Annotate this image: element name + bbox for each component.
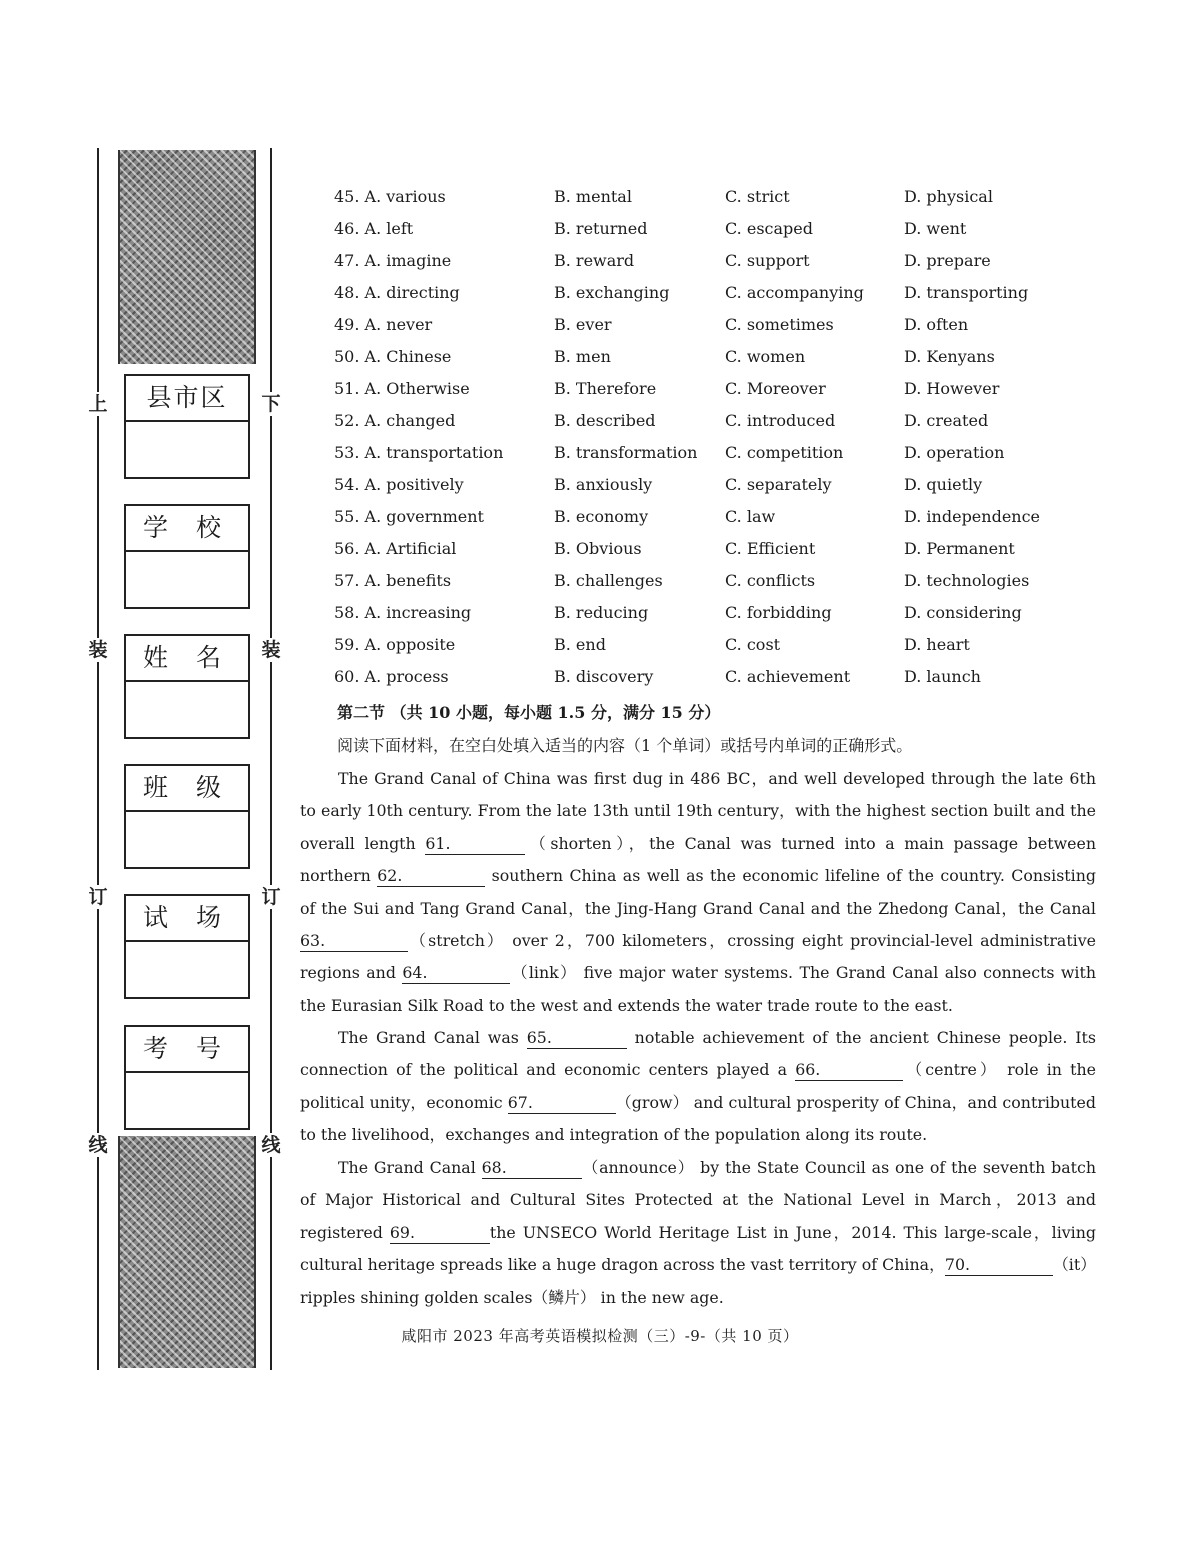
option-a: 55. A. government [334, 507, 484, 526]
side-label-left: 装 [86, 638, 110, 662]
option-b: B. challenges [554, 571, 663, 590]
option-a: 47. A. imagine [334, 251, 452, 270]
option-a: 46. A. left [334, 219, 414, 238]
option-c: C. strict [725, 187, 790, 206]
option-d: D. created [904, 411, 989, 430]
security-pattern-top [118, 150, 256, 364]
option-d: D. prepare [904, 251, 991, 270]
answer-blank-64[interactable]: 64. [402, 963, 510, 984]
option-c: C. achievement [725, 667, 851, 686]
section-title: 第二节 （共 10 小题，每小题 1.5 分，满分 15 分） [337, 703, 721, 722]
option-a: 59. A. opposite [334, 635, 456, 654]
page-footer: 咸阳市 2023 年高考英语模拟检测（三）-9-（共 10 页） [401, 1327, 799, 1345]
answer-blank-66[interactable]: 66. [795, 1060, 903, 1081]
answer-blank-68[interactable]: 68. [482, 1158, 582, 1179]
passage-text: notable achievement of the ancient Chinese people. Its connection of the political and economic centers played a [300, 1028, 1096, 1080]
passage-paragraph-3 [300, 1152, 1096, 1314]
option-a: 54. A. positively [334, 475, 464, 494]
info-box-exam-room [124, 894, 250, 999]
info-box-class [124, 764, 250, 869]
option-row [334, 667, 1094, 697]
option-c: C. Efficient [725, 539, 816, 558]
option-c: C. law [725, 507, 776, 526]
option-row [334, 475, 1094, 505]
option-d: D. often [904, 315, 969, 334]
side-label-right: 下 [259, 392, 283, 416]
answer-blank-62[interactable]: 62. [377, 866, 485, 887]
option-row [334, 347, 1094, 377]
option-a: 51. A. Otherwise [334, 379, 470, 398]
option-a: 49. A. never [334, 315, 433, 334]
info-box-label: 班 级 [126, 766, 248, 812]
option-b: B. transformation [554, 443, 698, 462]
passage-paragraph-1 [300, 763, 1096, 1022]
info-box-exam-number [124, 1025, 250, 1130]
option-row [334, 187, 1094, 217]
info-box-field[interactable] [126, 682, 248, 737]
option-row [334, 251, 1094, 281]
info-box-label: 姓 名 [126, 636, 248, 682]
option-b: B. reducing [554, 603, 649, 622]
info-box-label: 试 场 [126, 896, 248, 942]
option-d: D. went [904, 219, 967, 238]
option-d: D. considering [904, 603, 1022, 622]
option-a: 48. A. directing [334, 283, 460, 302]
option-d: D. operation [904, 443, 1005, 462]
option-d: D. Kenyans [904, 347, 995, 366]
info-box-field[interactable] [126, 942, 248, 997]
option-c: C. introduced [725, 411, 836, 430]
option-row [334, 603, 1094, 633]
option-row [334, 411, 1094, 441]
option-row [334, 283, 1094, 313]
option-d: D. However [904, 379, 1000, 398]
option-c: C. women [725, 347, 806, 366]
option-b: B. exchanging [554, 283, 670, 302]
passage-text: （centre） role in the political unity，economic [300, 1060, 1096, 1112]
option-row [334, 379, 1094, 409]
option-a: 52. A. changed [334, 411, 456, 430]
option-row [334, 443, 1094, 473]
answer-blank-69[interactable]: 69. [390, 1223, 490, 1244]
option-b: B. ever [554, 315, 612, 334]
info-box-school [124, 504, 250, 609]
info-box-field[interactable] [126, 812, 248, 867]
option-a: 45. A. various [334, 187, 446, 206]
option-b: B. Therefore [554, 379, 657, 398]
info-box-label: 考 号 [126, 1027, 248, 1073]
option-d: D. Permanent [904, 539, 1015, 558]
option-c: C. separately [725, 475, 832, 494]
side-label-right: 订 [259, 885, 283, 909]
passage-text: The Grand Canal [338, 1158, 482, 1177]
option-d: D. technologies [904, 571, 1030, 590]
passage-text: southern China as well as the economic lifeline of the country. Consisting of the Sui and Tang Grand Canal，the Jing-Hang Grand Canal and the Zhedong Canal，the Canal [300, 866, 1096, 918]
answer-blank-63[interactable]: 63. [300, 931, 408, 952]
info-box-county [124, 374, 250, 479]
option-d: D. launch [904, 667, 981, 686]
option-row [334, 635, 1094, 665]
option-b: B. returned [554, 219, 648, 238]
side-label-right: 线 [259, 1133, 283, 1157]
option-c: C. cost [725, 635, 781, 654]
passage-text: （link） five major water systems. The Grand Canal also connects with the Eurasian Silk Road to the west and extends the water trade route to the east. [300, 963, 1097, 1015]
side-label-left: 上 [86, 392, 110, 416]
option-row [334, 315, 1094, 345]
option-a: 50. A. Chinese [334, 347, 452, 366]
option-b: B. discovery [554, 667, 654, 686]
option-row [334, 219, 1094, 249]
option-d: D. heart [904, 635, 970, 654]
option-b: B. end [554, 635, 606, 654]
option-c: C. escaped [725, 219, 813, 238]
option-a: 56. A. Artificial [334, 539, 457, 558]
info-box-field[interactable] [126, 422, 248, 477]
passage-text: （stretch） over 2，700 kilometers，crossing eight provincial-level administrative regions and [300, 931, 1096, 983]
option-a: 53. A. transportation [334, 443, 504, 462]
passage-text: （shorten），the Canal was turned into a main passage between northern [300, 833, 1097, 886]
option-b: B. reward [554, 251, 635, 270]
option-b: B. described [554, 411, 656, 430]
option-b: B. Obvious [554, 539, 642, 558]
option-a: 58. A. increasing [334, 603, 472, 622]
left-binding-line [97, 148, 99, 1370]
option-d: D. physical [904, 187, 993, 206]
option-a: 60. A. process [334, 667, 449, 686]
option-b: B. mental [554, 187, 632, 206]
answer-blank-61[interactable]: 61. [425, 834, 525, 855]
passage-text: the UNSECO World Heritage List in June，2014. This large-scale，living cultural heritage spreads like a huge dragon across the vast territory of China， [300, 1222, 1097, 1275]
option-row [334, 507, 1094, 537]
option-a: 57. A. benefits [334, 571, 452, 590]
right-binding-line [270, 148, 272, 1370]
answer-blank-65[interactable]: 65. [527, 1028, 627, 1049]
passage-text: （grow） and cultural prosperity of China，and contributed to the livelihood，exchanges and integration of the population along its route. [300, 1092, 1096, 1145]
option-b: B. men [554, 347, 611, 366]
option-c: C. accompanying [725, 283, 864, 302]
info-box-label: 县市区 [126, 376, 248, 422]
option-d: D. independence [904, 507, 1041, 526]
answer-blank-70[interactable]: 70. [945, 1255, 1053, 1276]
option-b: B. anxiously [554, 475, 653, 494]
side-label-right: 装 [259, 638, 283, 662]
info-box-name [124, 634, 250, 739]
passage-text: The Grand Canal of China was first dug in 486 BC，and well developed through the late 6th to early 10th century. From the late 13th until 19th century，with the highest section built and the overall length [300, 769, 1096, 853]
option-c: C. Moreover [725, 379, 826, 398]
info-box-label: 学 校 [126, 506, 248, 552]
passage-paragraph-2 [300, 1022, 1096, 1152]
option-c: C. conflicts [725, 571, 816, 590]
info-box-field[interactable] [126, 1073, 248, 1128]
passage-text: （announce） by the State Council as one of the seventh batch of Major Historical and Cultural Sites Protected at the National Level in March，2013 and registered [300, 1158, 1096, 1242]
option-b: B. economy [554, 507, 649, 526]
option-d: D. transporting [904, 283, 1029, 302]
section-instruction: 阅读下面材料，在空白处填入适当的内容（1 个单词）或括号内单词的正确形式。 [337, 736, 913, 755]
answer-blank-67[interactable]: 67. [508, 1093, 616, 1114]
option-c: C. forbidding [725, 603, 832, 622]
info-box-field[interactable] [126, 552, 248, 607]
option-row [334, 539, 1094, 569]
option-c: C. sometimes [725, 315, 834, 334]
option-c: C. support [725, 251, 810, 270]
passage-text: （it） ripples shining golden scales（鳞片） in the new age. [300, 1255, 1096, 1307]
side-label-left: 线 [86, 1133, 110, 1157]
side-label-left: 订 [86, 885, 110, 909]
option-d: D. quietly [904, 475, 983, 494]
option-c: C. competition [725, 443, 844, 462]
passage-text: The Grand Canal was [338, 1028, 527, 1047]
option-row [334, 571, 1094, 601]
